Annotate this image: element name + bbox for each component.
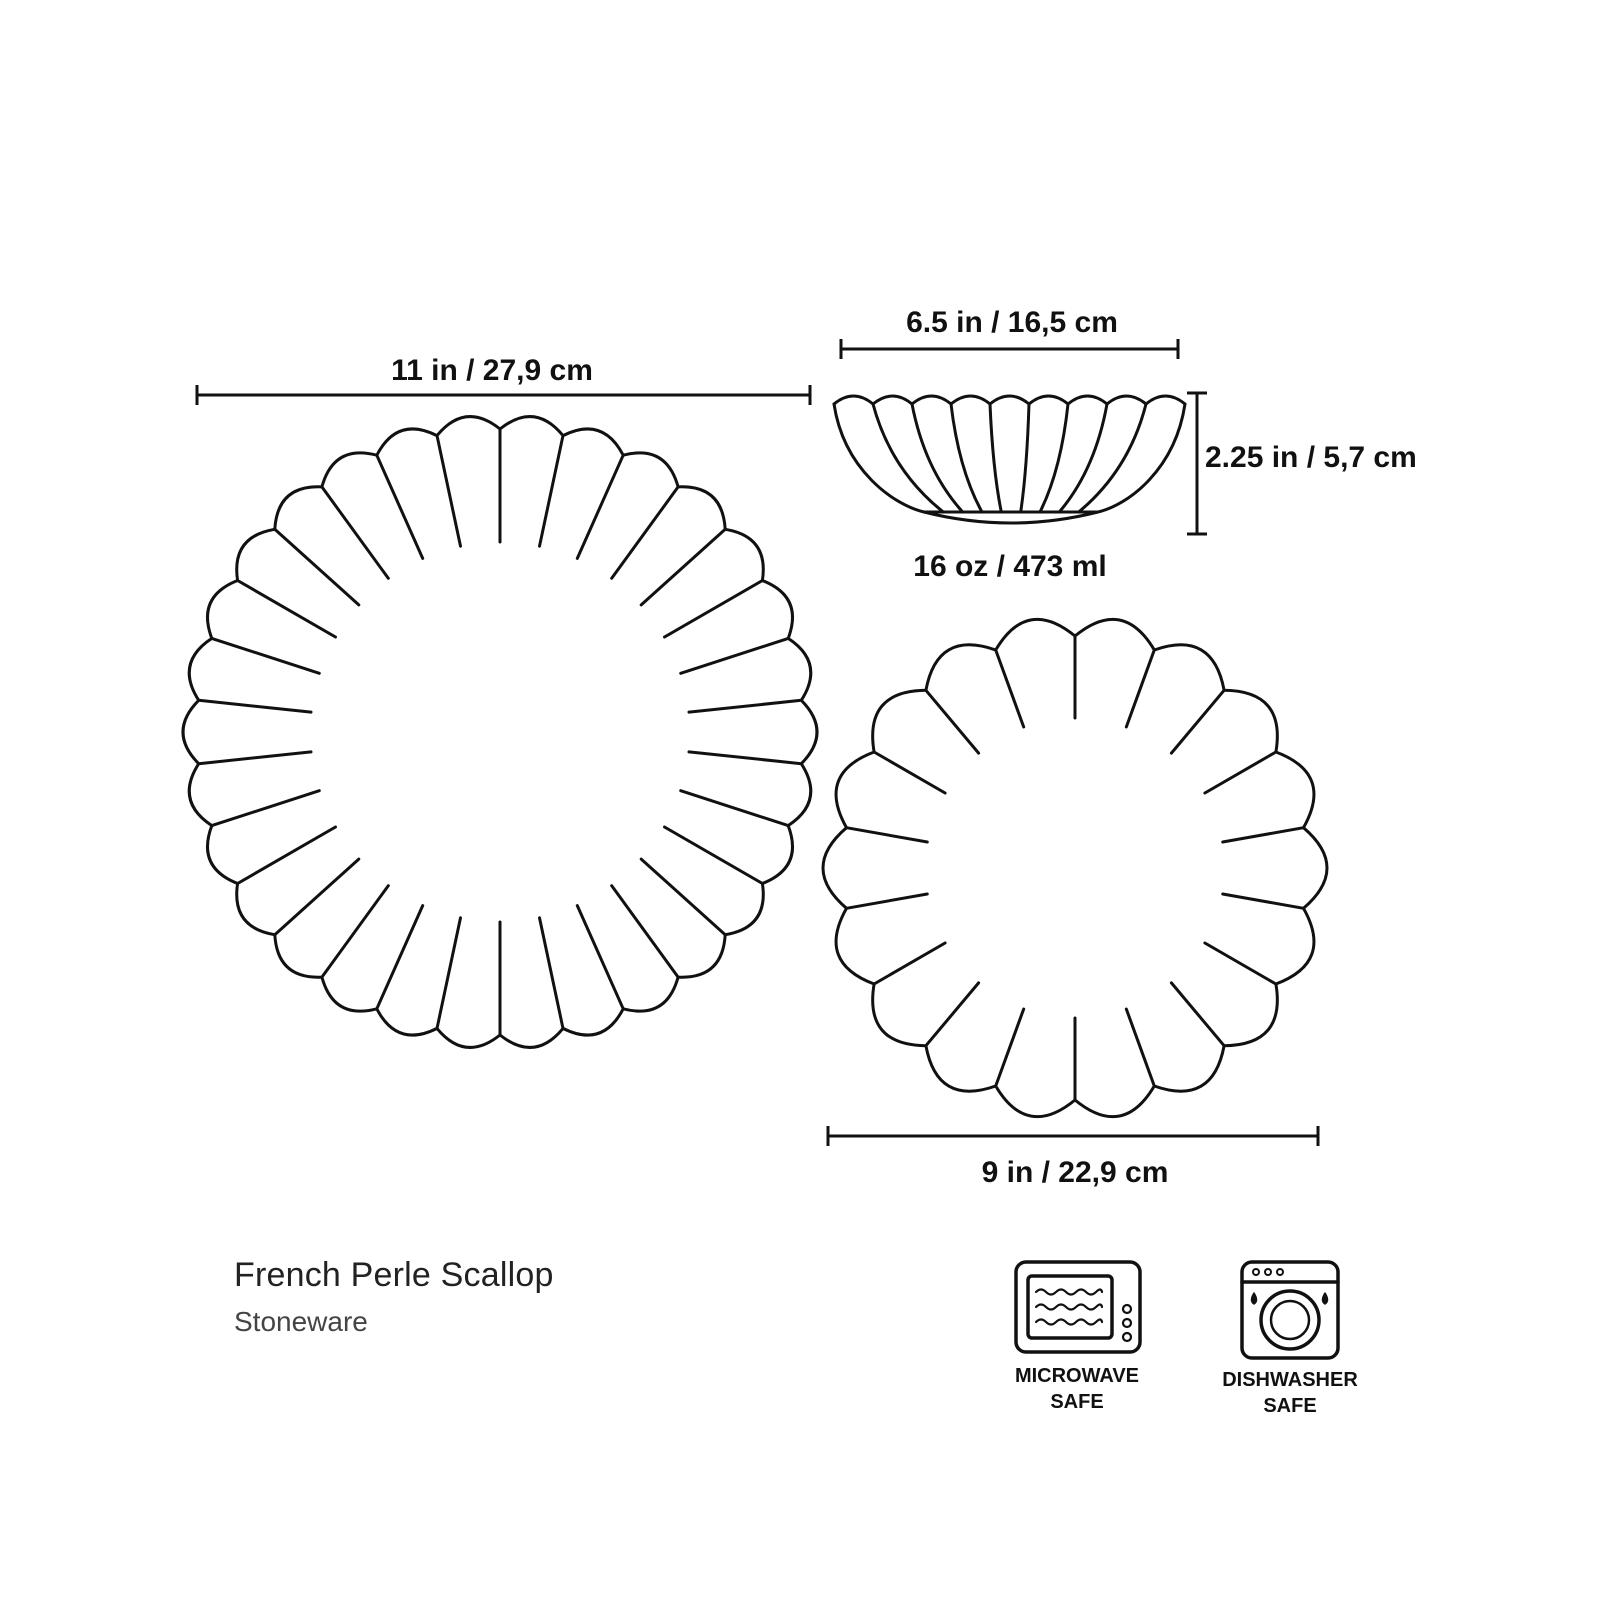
dinner-plate-rib xyxy=(540,918,564,1029)
dinner-plate-width-label: 11 in / 27,9 cm xyxy=(391,354,593,387)
salad-plate-rib xyxy=(847,828,928,842)
salad-plate-dimension xyxy=(828,1126,1318,1146)
dinner-plate-rib xyxy=(199,752,311,764)
salad-plate-rib xyxy=(874,752,945,793)
dinner-plate-rib xyxy=(641,859,725,935)
dinner-plate-rib xyxy=(238,827,336,884)
salad-plate-rib xyxy=(926,983,979,1046)
dinner-plate-rib xyxy=(212,791,319,826)
dinner-plate-rib xyxy=(612,487,678,578)
bowl-width-dimension xyxy=(841,339,1178,359)
salad-plate-rib xyxy=(1126,1009,1154,1086)
salad-plate-rib xyxy=(1205,943,1276,984)
bowl-body xyxy=(834,404,1185,512)
dinner-plate-rib xyxy=(212,638,319,673)
dinner-plate-rib xyxy=(238,581,336,638)
bowl-rib xyxy=(1021,404,1029,512)
dinner-plate-dimension xyxy=(197,385,810,405)
salad-plate-rib xyxy=(996,1009,1024,1086)
bowl-height-dimension xyxy=(1187,393,1207,534)
dinner-plate-rib xyxy=(577,455,623,558)
dinner-plate-rib xyxy=(641,529,725,605)
dinner-plate-rib xyxy=(437,436,461,547)
salad-plate-rib xyxy=(926,690,979,753)
dinner-plate-rib xyxy=(577,906,623,1009)
salad-plate-rib xyxy=(1223,894,1304,908)
dishwasher-safe-line1: DISHWASHER xyxy=(1222,1369,1358,1391)
dinner-plate-rib xyxy=(275,529,359,605)
dinner-plate-rib xyxy=(377,455,423,558)
microwave-icon xyxy=(1016,1262,1140,1352)
salad-plate-rib xyxy=(874,943,945,984)
dinner-plate-rib xyxy=(199,700,311,712)
dinner-plate-rib xyxy=(612,886,678,977)
dinner-plate-rib xyxy=(689,700,801,712)
salad-plate-rib xyxy=(1126,650,1154,727)
dishwasher-safe-line2: SAFE xyxy=(1263,1395,1317,1417)
bowl-side-view xyxy=(834,396,1185,523)
salad-plate xyxy=(823,619,1327,1116)
dinner-plate-rib xyxy=(322,487,388,578)
dinner-plate-rib xyxy=(665,581,763,638)
microwave-safe-line2: SAFE xyxy=(1050,1391,1104,1413)
product-name: French Perle Scallop xyxy=(234,1256,554,1294)
bowl-rib xyxy=(990,404,1001,512)
dinner-plate-rib xyxy=(689,752,801,764)
salad-plate-rib xyxy=(1205,752,1276,793)
microwave-safe-line1: MICROWAVE xyxy=(1014,1365,1140,1387)
salad-plate-width-label: 9 in / 22,9 cm xyxy=(981,1156,1169,1189)
salad-plate-rib xyxy=(1171,983,1224,1046)
dinner-plate-rib xyxy=(437,918,461,1029)
bowl-capacity-label: 16 oz / 473 ml xyxy=(913,550,1107,583)
bowl-foot xyxy=(924,512,1098,523)
bowl-rib xyxy=(873,404,943,512)
product-material: Stoneware xyxy=(234,1306,368,1337)
dinner-plate-rib xyxy=(322,886,388,977)
salad-plate-rib xyxy=(1171,690,1224,753)
dinner-plate-rib xyxy=(681,791,789,826)
dinner-plate-rib xyxy=(681,638,789,673)
bowl-rib xyxy=(951,404,982,512)
dinner-plate-rib xyxy=(275,859,359,935)
salad-plate-rib xyxy=(847,894,928,908)
dishwasher-icon xyxy=(1242,1262,1338,1358)
bowl-rib xyxy=(1040,404,1068,512)
bowl-rib xyxy=(1079,404,1146,512)
dinner-plate-rib xyxy=(540,436,564,547)
dinner-plate-rib xyxy=(665,827,763,884)
bowl-width-label: 6.5 in / 16,5 cm xyxy=(906,306,1118,339)
bowl-rib xyxy=(912,404,963,512)
dinner-plate-rib xyxy=(377,906,423,1009)
dinner-plate xyxy=(183,417,817,1048)
bowl-height-label: 2.25 in / 5,7 cm xyxy=(1205,441,1417,474)
bowl-rim xyxy=(834,396,1185,404)
salad-plate-rib xyxy=(996,650,1024,727)
salad-plate-rib xyxy=(1223,828,1304,842)
